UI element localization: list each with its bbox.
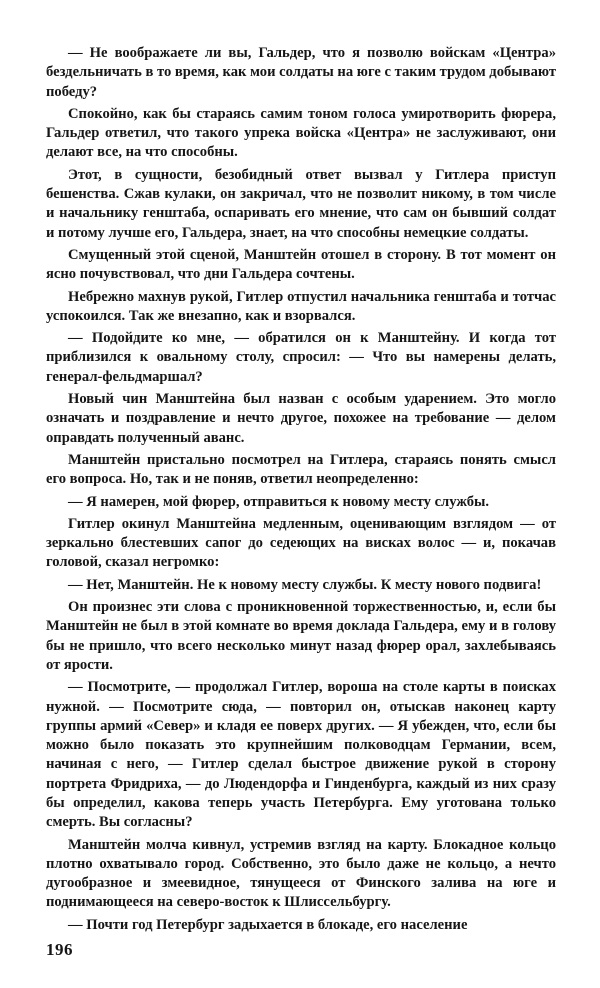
paragraph: Он произнес эти слова с проникновенной торжественностью, и, если бы Манштейн не был в этой комнате во время доклада Гальдера, ему и в голову бы не пришло, что всего несколько минут назад фюрер орал, захлебываясь от ярости.: [46, 599, 556, 673]
page-text: [46, 44, 556, 938]
paragraph: — Подойдите ко мне, — обратился он к Манштейну. И когда тот приблизился к овальному столу, спросил: — Что вы намерены делать, генерал-фельдмаршал?: [46, 330, 556, 385]
paragraph: — Почти год Петербург задыхается в блокаде, его население: [68, 916, 468, 933]
paragraph: Манштейн молча кивнул, устремив взгляд на карту. Блокадное кольцо плотно охватывало город. Собственно, это было даже не кольцо, а нечто дугообразное и змеевидное, тянущееся от Финского залива на юге и поднимающееся на северо-восток к Шлиссельбургу.: [46, 836, 556, 911]
paragraph: Спокойно, как бы стараясь самим тоном голоса умиротворить фюрера, Гальдер ответил, что такого упрека войска «Центра» не заслуживают, они делают все, на что способны.: [46, 105, 556, 161]
paragraph: Этот, в сущности, безобидный ответ вызвал у Гитлера приступ бешенства. Сжав кулаки, он закричал, что не позволит никому, в том числе и начальнику генштаба, оспаривать его мнение, что сам он бывший солдат и потому лучше его, Гальдера, знает, на что способны немецкие солдаты.: [46, 166, 556, 241]
page-number: 196: [46, 940, 73, 959]
paragraph: Гитлер окинул Манштейна медленным, оценивающим взглядом — от зеркально блестевших сапог до седеющих на висках волос — и, покачав головой, сказал негромко:: [46, 515, 556, 571]
paragraph: — Нет, Манштейн. Не к новому месту службы. К месту нового подвига!: [68, 576, 542, 593]
paragraph: — Я намерен, мой фюрер, отправиться к новому месту службы.: [68, 493, 490, 510]
paragraph: Небрежно махнув рукой, Гитлер отпустил начальника генштаба и тотчас успокоился. Так же внезапно, как и взорвался.: [46, 288, 556, 324]
paragraph: Смущенный этой сценой, Манштейн отошел в сторону. В тот момент он ясно почувствовал, что дни Гальдера сочтены.: [46, 246, 556, 283]
paragraph: Новый чин Манштейна был назван с особым ударением. Это могло означать и поздравление и нечто другое, похожее на требование — делом оправдать полученный аванс.: [46, 391, 556, 446]
paragraph: — Не воображаете ли вы, Гальдер, что я позволю войскам «Центра» бездельничать в то время, как мои солдаты на юге с таким трудом добывают победу?: [46, 45, 556, 100]
paragraph: — Посмотрите, — продолжал Гитлер, вороша на столе карты в поисках нужной. — Посмотрите сюда, — повторил он, отыскав наконец карту группы армий «Север» и кладя ее поверх других. — Я убежден, что, если бы можно было показать это крупнейшим полководцам Германии, всем, начиная с него, — Гитлер сделал быстрое движение рукой в сторону портрета Фридриха, — до Людендорфа и Гинденбурга, каждый из них сразу бы определил, какова теперь участь Петербурга. Ему уготована только смерть. Вы согласны?: [46, 679, 556, 831]
paragraph: Манштейн пристально посмотрел на Гитлера, стараясь понять смысл его вопроса. Но, так и не поняв, ответил неопределенно:: [46, 451, 556, 488]
